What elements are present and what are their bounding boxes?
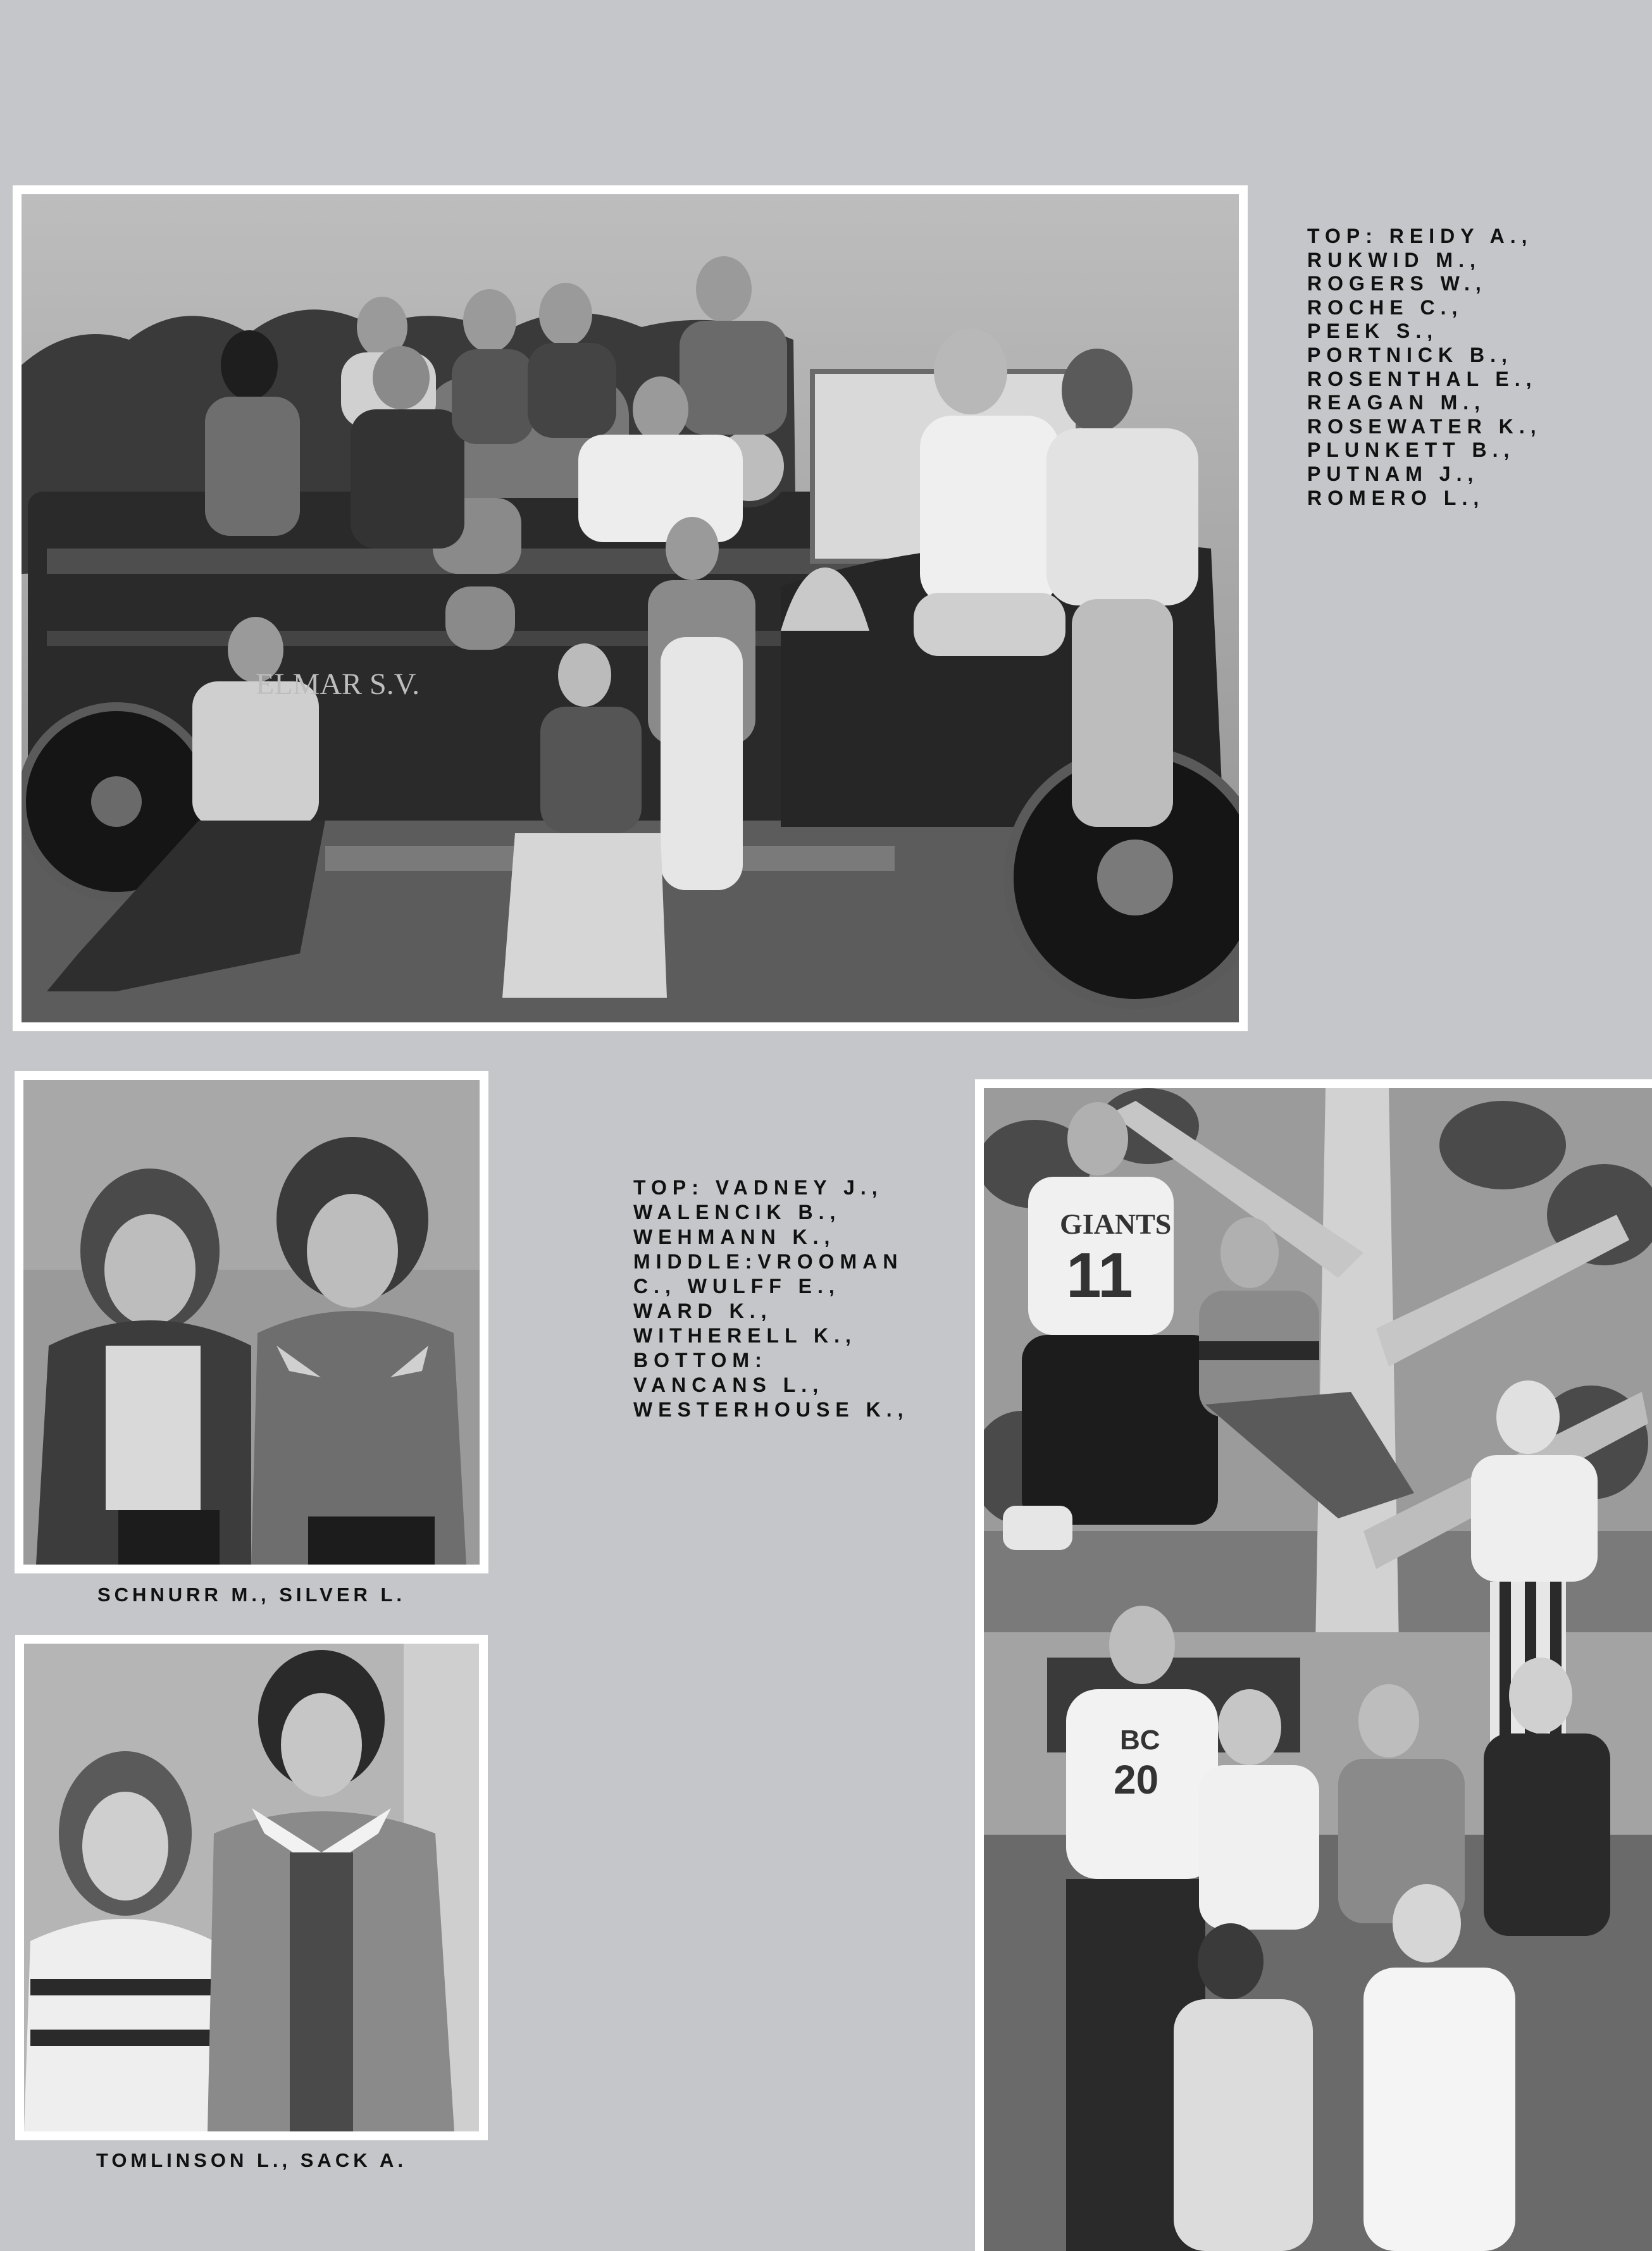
caption-line: TOP: VADNEY J., [633, 1176, 883, 1199]
caption-line: WEHMANN K., [633, 1225, 836, 1248]
caption-line: WESTERHOUSE K., [633, 1398, 909, 1421]
caption-line: RUKWID M., [1307, 248, 1481, 271]
caption-line: WARD K., [633, 1299, 773, 1322]
caption-line: PLUNKETT B., [1307, 438, 1515, 462]
jersey-number-11: 11 [1066, 1240, 1133, 1311]
jersey-text-bc: BC [1120, 1725, 1160, 1756]
caption-line: PORTNICK B., [1307, 343, 1513, 366]
tree-group-caption [633, 1175, 909, 1422]
jersey-number-20: 20 [1114, 1757, 1159, 1802]
fire-truck-group-photo [13, 185, 1248, 1031]
pair-photo-schnurr-silver [15, 1071, 488, 1573]
caption-line: MIDDLE:VROOMAN [633, 1250, 904, 1273]
caption-line: PUTNAM J., [1307, 462, 1479, 485]
pair-photo-1-caption: SCHNURR M., SILVER L. [97, 1584, 406, 1606]
caption-line: ROGERS W., [1307, 272, 1487, 295]
pair-photo-2-caption: TOMLINSON L., SACK A. [96, 2149, 407, 2171]
caption-line: VANCANS L., [633, 1374, 824, 1396]
tree-group-photo [975, 1079, 1652, 2251]
caption-line: WITHERELL K., [633, 1324, 857, 1347]
jersey-text-giants: GIANTS [1060, 1208, 1172, 1240]
truck-lettering: ELMAR S.V. [256, 667, 420, 701]
caption-line: TOP: REIDY A., [1307, 225, 1533, 247]
caption-line: ROCHE C., [1307, 295, 1463, 319]
pair-photo-tomlinson-sack [15, 1635, 488, 2140]
fire-truck-caption [1307, 225, 1542, 510]
caption-line: ROSENTHAL E., [1307, 367, 1537, 390]
caption-line: C., WULFF E., [633, 1275, 840, 1298]
caption-line: ROMERO L., [1307, 486, 1485, 509]
caption-line: REAGAN M., [1307, 391, 1486, 414]
caption-line: BOTTOM: [633, 1349, 767, 1372]
caption-line: WALENCIK B., [633, 1201, 842, 1224]
caption-line: ROSEWATER K., [1307, 414, 1542, 438]
caption-line: PEEK S., [1307, 319, 1439, 343]
